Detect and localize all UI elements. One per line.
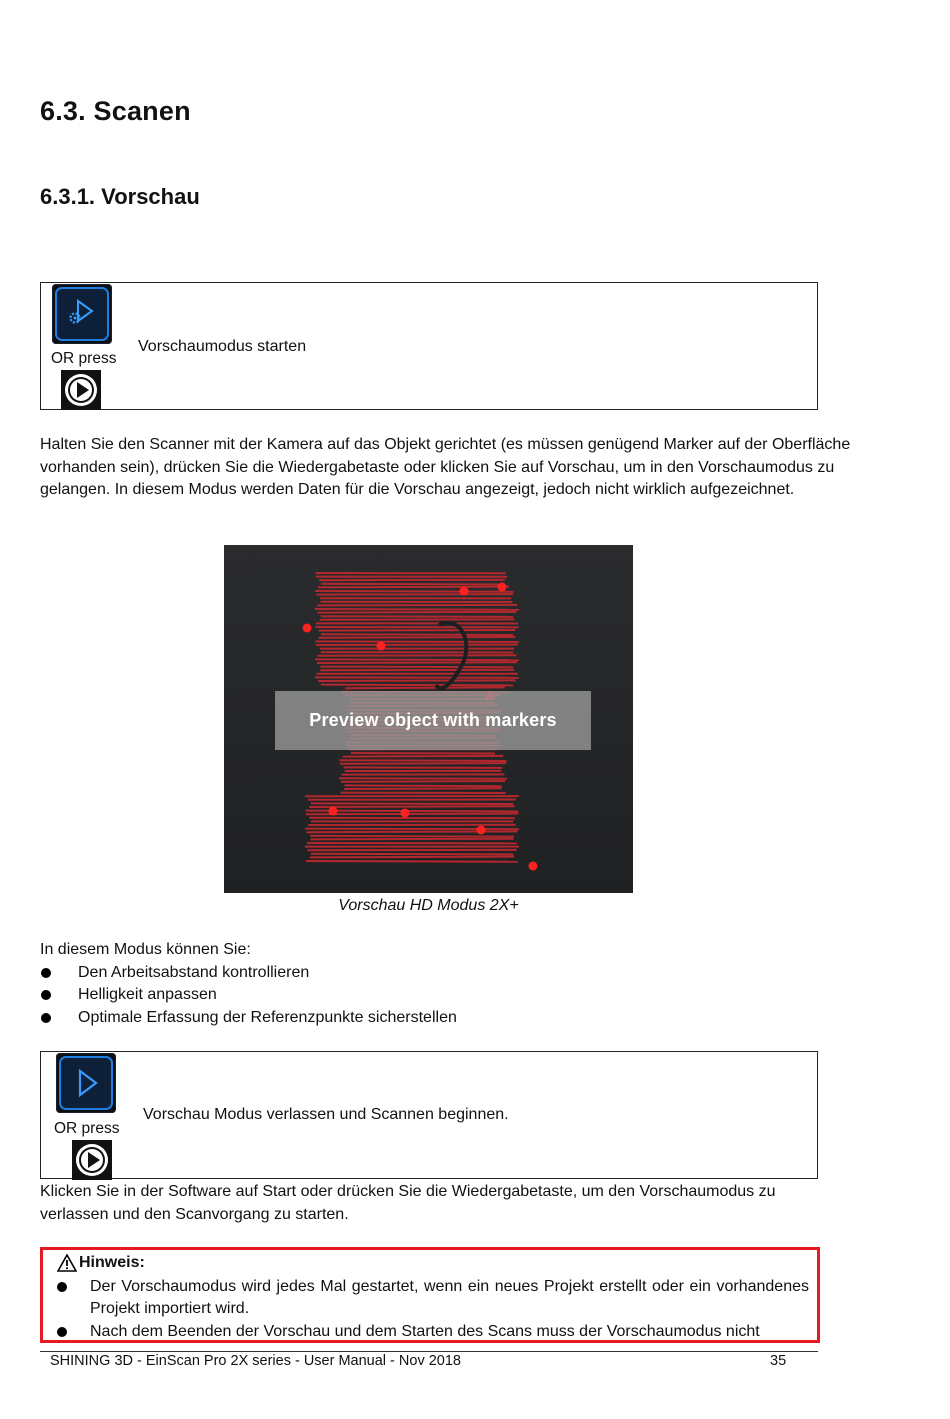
scan-line (321, 667, 514, 668)
footer-text: SHINING 3D - EinScan Pro 2X series - User Manual - Nov 2018 (50, 1353, 461, 1369)
scan-line (317, 662, 517, 663)
marker-dot (401, 809, 410, 818)
page-number: 35 (770, 1353, 787, 1369)
marker-dot (498, 583, 507, 592)
exit-preview-text: Vorschau Modus verlassen und Scannen beginnen. (143, 1106, 509, 1123)
exit-paragraph: Klicken Sie in der Software auf Start oder drücken Sie die Wiedergabetaste, um den Vorschaumodus zu verlassen und den Scanvorgang zu starten. (40, 1183, 776, 1223)
preview-settings-icon[interactable] (52, 284, 112, 344)
play-button-icon[interactable] (72, 1140, 112, 1180)
note-list (51, 1276, 809, 1343)
bullet-icon (41, 1013, 51, 1023)
scan-line (318, 655, 517, 656)
marker-dot (477, 826, 486, 835)
scan-line (319, 630, 515, 631)
or-press-label: OR press (54, 1120, 120, 1137)
play-button-icon[interactable] (61, 370, 101, 410)
figure-caption: Vorschau HD Modus 2X+ (338, 897, 519, 914)
bullet-icon (41, 968, 51, 978)
section-heading: 6.3. Scanen (40, 96, 191, 126)
marker-dot (460, 587, 469, 596)
scan-line (318, 587, 509, 588)
list-item: Nach dem Beenden der Vorschau und dem Starten des Scans muss der Vorschaumodus nicht (51, 1321, 809, 1343)
scan-line (310, 857, 514, 858)
scan-line (321, 616, 513, 617)
footer-divider (40, 1351, 818, 1352)
scan-line (315, 609, 519, 610)
play-outline-icon[interactable] (56, 1053, 116, 1113)
scan-line (339, 778, 507, 779)
scan-line (315, 591, 513, 592)
mode-bullet-list (40, 962, 457, 1029)
scan-line (344, 788, 502, 789)
list-item: Optimale Erfassung der Referenzpunkte sicherstellen (40, 1007, 457, 1029)
marker-dot (303, 624, 312, 633)
scan-line (318, 680, 516, 681)
scan-line (321, 634, 513, 635)
scan-line (315, 659, 519, 660)
scan-line (321, 685, 513, 686)
scan-line (306, 861, 518, 862)
scan-line (341, 781, 505, 782)
scan-line (343, 756, 504, 757)
warning-icon (57, 1254, 77, 1272)
subsection-heading: 6.3.1. Vorschau (40, 184, 200, 209)
scan-line (310, 836, 514, 837)
list-item: Der Vorschaumodus wird jedes Mal gestartet, wenn ein neues Projekt erstellt oder ein vorhandenes Projekt importiert wird. (51, 1276, 809, 1321)
scan-line (306, 814, 519, 815)
start-preview-box (40, 282, 818, 410)
scan-line (311, 839, 514, 840)
scan-line (319, 637, 516, 638)
intro-paragraph: Halten Sie den Scanner mit der Kamera auf das Objekt gerichtet (es müssen genügend Marker auf der Oberfläche vorhanden sein), drücken Sie die Wiedergabetaste oder klicken Sie auf Vorschau, um in den Vorschaumodus zu gelangen. In diesem Modus werden Daten für die Vorschau angezeigt, jedoch nicht wirklich aufgezeichnet. (40, 436, 851, 498)
bullet-icon (41, 990, 51, 1000)
scan-line (321, 584, 505, 585)
marker-dot (329, 807, 338, 816)
preview-overlay-label: Preview object with markers (275, 691, 591, 750)
marker-dot (529, 862, 538, 871)
marker-dot (377, 642, 386, 651)
mode-intro: In diesem Modus können Sie: (40, 941, 251, 958)
scan-line (344, 785, 501, 786)
bullet-icon (57, 1282, 67, 1292)
scan-line (311, 854, 514, 855)
scan-line (306, 811, 519, 812)
scan-line (309, 806, 514, 807)
bullet-icon (57, 1327, 67, 1337)
exit-preview-box (40, 1051, 818, 1179)
scan-line (340, 763, 506, 764)
note-box (40, 1247, 820, 1343)
scan-line (305, 829, 519, 830)
or-press-label: OR press (51, 350, 117, 367)
list-item: Den Arbeitsabstand kontrollieren (40, 962, 457, 984)
list-item: Helligkeit anpassen (40, 984, 457, 1006)
scan-line (318, 612, 517, 613)
preview-figure (224, 545, 633, 893)
scan-line (345, 687, 505, 688)
scan-line (311, 803, 513, 804)
scan-line (315, 641, 518, 642)
start-preview-text: Vorschaumodus starten (138, 338, 307, 355)
note-title: Hinweis: (57, 1254, 145, 1272)
scan-line (306, 831, 517, 832)
scan-line (317, 605, 517, 606)
scan-line (339, 760, 506, 761)
